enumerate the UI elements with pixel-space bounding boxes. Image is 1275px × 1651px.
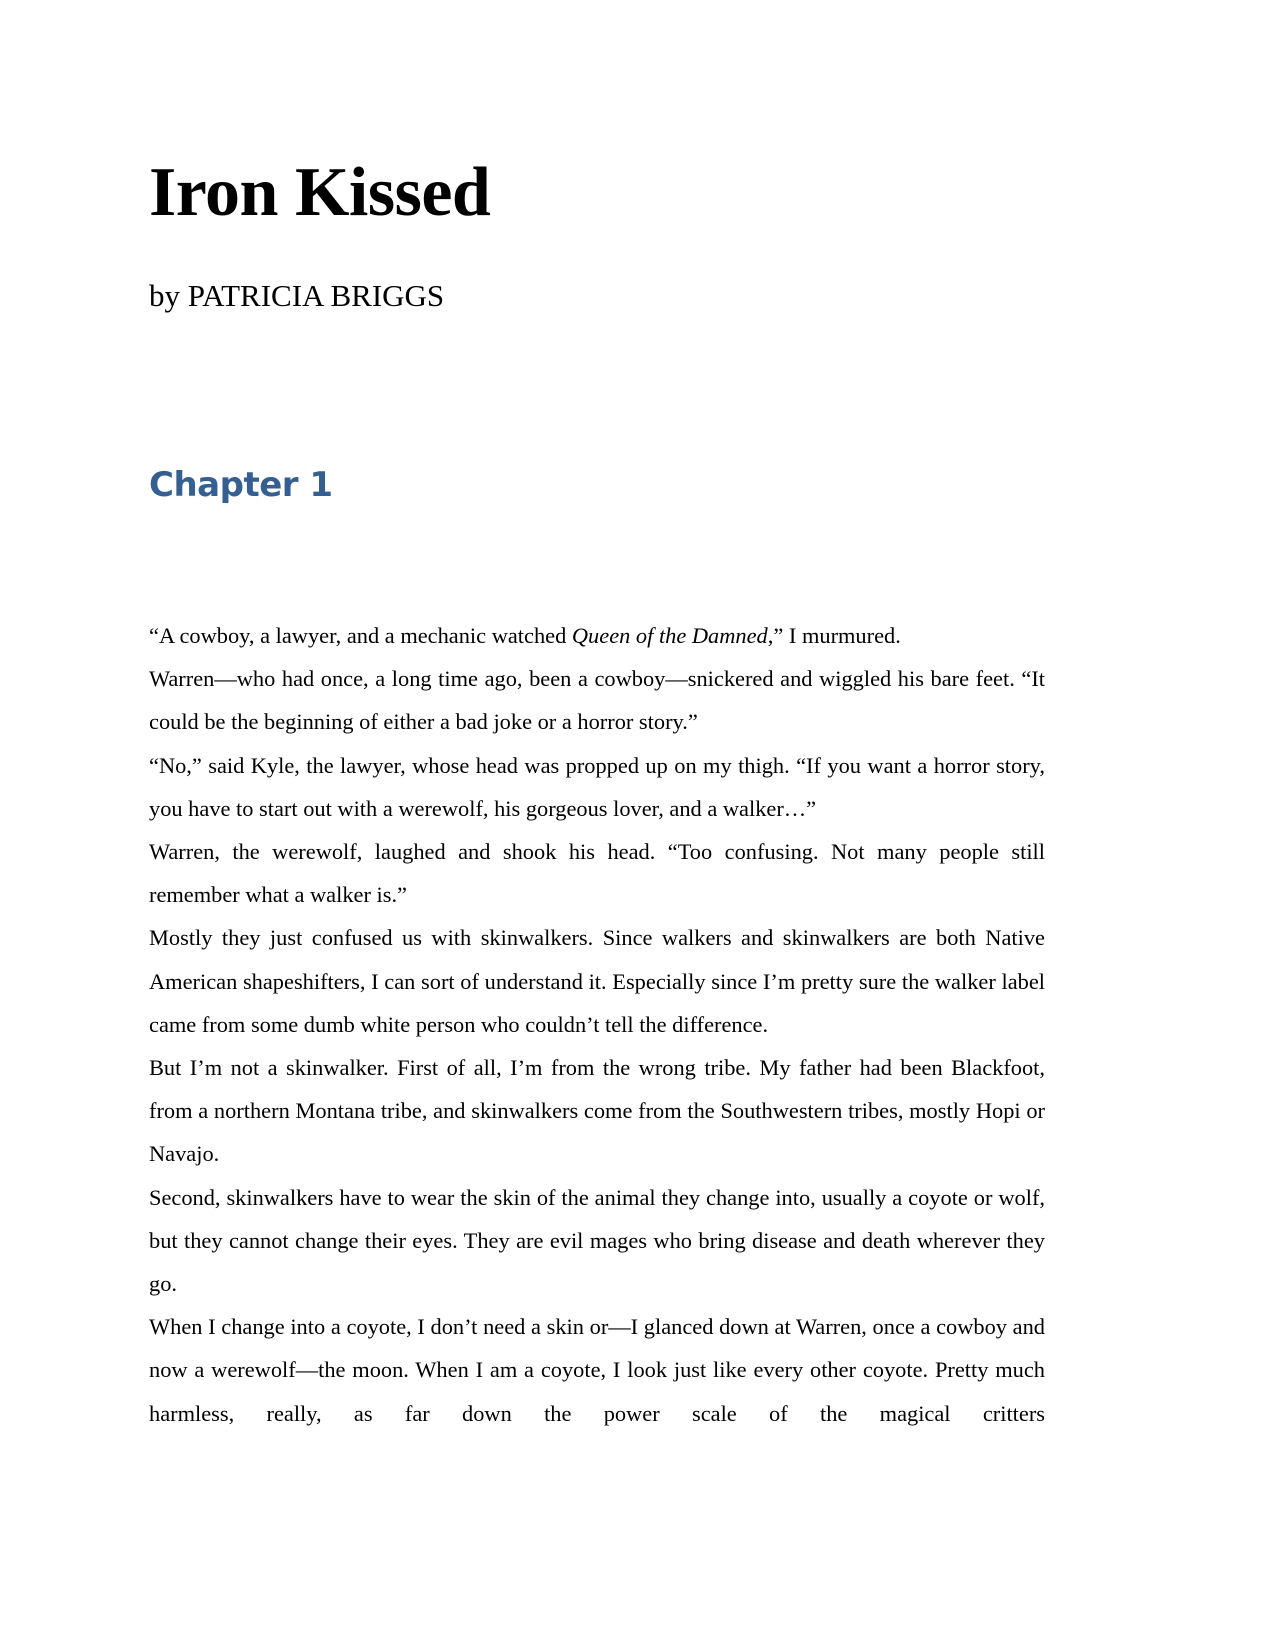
paragraph-1-text-end: ,” I murmured. [767,623,901,648]
paragraph-1-text-start: “A cowboy, a lawyer, and a mechanic watched [149,623,572,648]
paragraph-3: “No,” said Kyle, the lawyer, whose head was propped up on my thigh. “If you want a horror story, you have to start out with a werewolf, his gorgeous lover, and a walker…” [149,752,1045,821]
book-title: Iron Kissed [149,154,491,231]
paragraph-6: But I’m not a skinwalker. First of all, I’m from the wrong tribe. My father had been Blackfoot, from a northern Montana tribe, and skinwalkers come from the Southwestern tribes, mostly Hopi or Navajo. [149,1055,1045,1167]
chapter-heading: Chapter 1 [149,465,333,505]
film-title-emphasis: Queen of the Damned [571,623,768,648]
paragraph-2: Warren—who had once, a long time ago, been a cowboy—snickered and wiggled his bare feet. “It could be the beginning of either a bad joke or a horror story.” [149,666,1045,735]
paragraph-8: When I change into a coyote, I don’t need a skin or—I glanced down at Warren, once a cowboy and now a werewolf—the moon. When I am a coyote, I look just like every other coyote. Pretty much harmless, really, as far down the power scale of the magical critters [149,1314,1045,1426]
paragraph-7: Second, skinwalkers have to wear the skin of the animal they change into, usually a coyote or wolf, but they cannot change their eyes. They are evil mages who bring disease and death wherever they go. [149,1184,1045,1297]
paragraph-4: Warren, the werewolf, laughed and shook his head. “Too confusing. Not many people still remember what a walker is.” [149,839,1045,908]
chapter-body [149,614,1045,1435]
paragraph-1 [149,614,1045,657]
paragraph-5: Mostly they just confused us with skinwalkers. Since walkers and skinwalkers are both Native American shapeshifters, I can sort of understand it. Especially since I’m pretty sure the walker label came from some dumb white person who couldn’t tell the difference. [149,925,1045,1037]
book-author: by PATRICIA BRIGGS [149,278,445,313]
